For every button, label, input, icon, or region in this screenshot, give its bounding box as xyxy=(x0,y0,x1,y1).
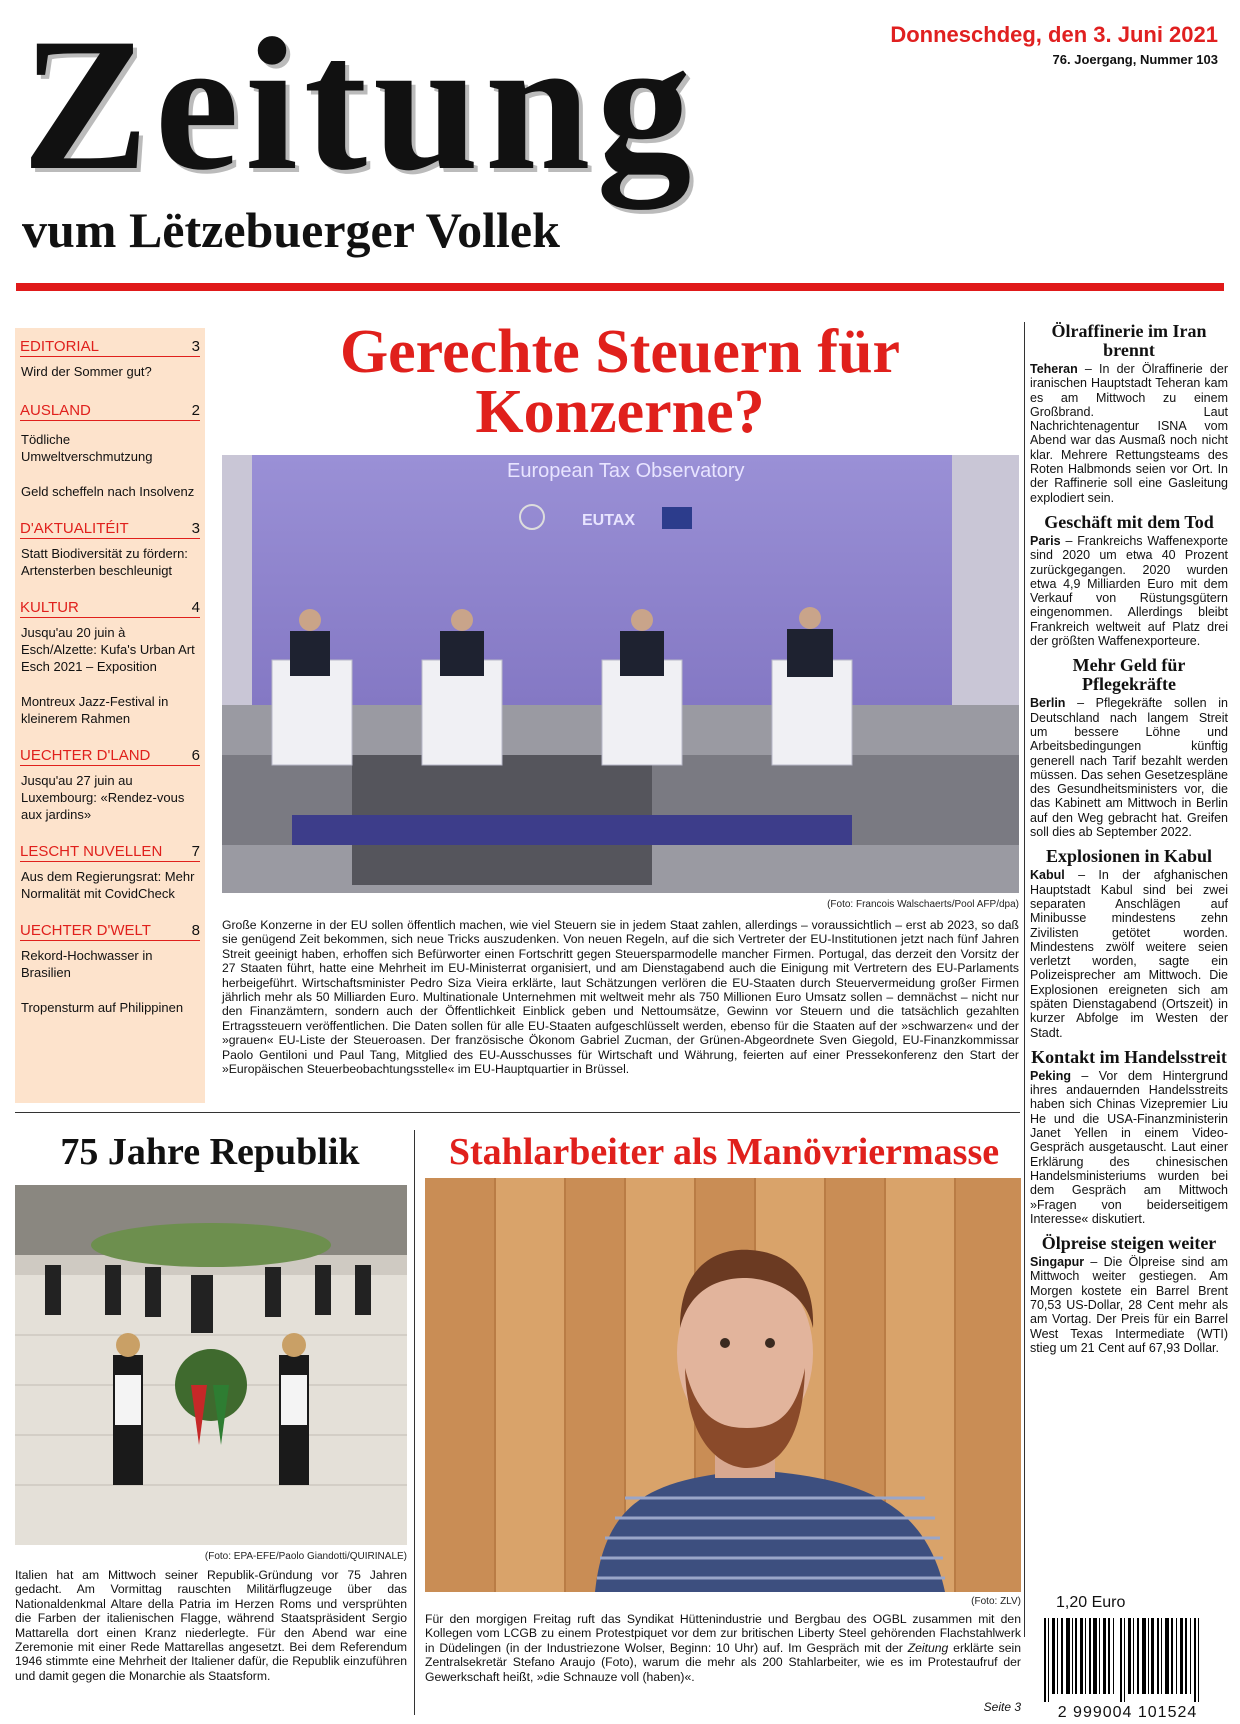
brief-singapur xyxy=(1030,1234,1228,1355)
section-label: KULTUR xyxy=(20,599,79,616)
section-label: D'AKTUALITÉIT xyxy=(20,520,129,537)
section-page: 7 xyxy=(191,843,200,860)
steel-text-newspaper-name: Zeitung xyxy=(907,1640,949,1655)
contents-sidebar xyxy=(15,328,205,1103)
steel-headline[interactable]: Stahlarbeiter als Manövriermasse xyxy=(448,1131,1000,1173)
sidebar-item[interactable]: Jusqu'au 20 juin à Esch/Alzette: Kufa's Urban Art Esch 2021 – Exposition xyxy=(21,625,195,674)
lead-article-text: Große Konzerne in der EU sollen öffentlich machen, wie viel Steuern sie in jedem Staat zahlen, allerdings – voraussichtlich – erst ab 2023, so daß sie genügend Zeit bekommen, sich neue Tricks auszudenken. Von neuen Regeln, auf die sich Vertreter der EU-Institutionen jetzt nach fünf Jahren Streit geeinigt haben, erhoffen sich Befürworter einen Fortschritt gegen Steuersparmodelle mancher Firmen. Portugal, das derzeit den Vorsitz der 27 Staaten führt, hatte eine Mehrheit im EU-Ministerrat organisiert, und am Dienstagabend auch die Einigung mit Vertretern des EU-Parlaments herbeigeführt. Wirtschaftsminister Pedro Siza Vieira erklärte, laut Schätzungen verlören die EU-Staaten durch Steuervermeidung großer Firmen jährlich mehr als 50 Milliarden Euro. Multinationale Unternehmen mit weltweit mehr als 750 Millionen Euro Umsatz sollen – demnächst – nicht nur den Finanzämtern, sondern auch der Öffentlichkeit Einblick geben und Nettoumsätze, Gewinn vor Steuern und die tatsächlich gezahlten Ertragssteuern veröffentlichen. Die Daten sollen für alle EU-Staaten aufgeschlüsselt werden, ebenso für die Staaten auf der »schwarzen« und der »grauen« EU-Liste der Steueroasen. Der französische Ökonom Gabriel Zucman, der Grünen-Abgeordnete Sven Giegold, EU-Finanzkommissar Paolo Gentiloni und Paul Tang, Mitglied des EU-Ausschusses für Wirtschaft und Währung, feierten auf einer Pressekonferenz den Start der »Europäischen Steuerbeobachtungsstelle« im EU-Hauptquartier in Brüssel. xyxy=(222,918,1019,1077)
section-label: LESCHT NUVELLEN xyxy=(20,843,163,860)
sidebar-section-editorial[interactable] xyxy=(15,328,205,380)
brief-text: – In der afghanischen Hauptstadt Kabul sind bei zwei separaten Anschlägen auf Minibusse mindestens zehn Zivilisten getötet worden. Mindestens zwölf weitere seien verletzt worden, sagte ein Polizeisprecher am Mittwoch. Die Explosionen ereigneten sich am späten Dienstagabend (Ortszeit) in kurzer Abfolge im Westen der Stadt. xyxy=(1030,868,1228,1040)
brief-title[interactable]: Mehr Geld für Pflegekräfte xyxy=(1072,655,1186,695)
republic-photo-caption: (Foto: EPA-EFE/Paolo Giandotti/QUIRINALE) xyxy=(204,1551,407,1562)
sidebar-item[interactable]: Wird der Sommer gut? xyxy=(21,364,152,379)
lead-photo xyxy=(222,455,1019,893)
brief-title[interactable]: Explosionen in Kabul xyxy=(1045,846,1213,867)
section-page: 2 xyxy=(191,402,200,419)
masthead-rule xyxy=(16,283,1224,291)
sidebar-item[interactable]: Rekord-Hochwasser in Brasilien xyxy=(21,948,153,980)
republic-photo xyxy=(15,1185,407,1545)
brief-kabul xyxy=(1030,847,1228,1040)
cover-price: 1,20 Euro xyxy=(1056,1594,1126,1611)
brief-text: – Vor dem Hintergrund ihres andauernden Handelsstreits haben sich Chinas Vizepremier Liu He und die USA-Finanzministerin Janet Yellen in einem Video-Gespräch ausgetauscht. Laut einer Erklärung des chinesischen Handelsministeriums wurden bei dem Gespräch am Mittwoch »Fragen von beiderseitigem Interesse« diskutiert. xyxy=(1030,1068,1228,1226)
column-divider xyxy=(414,1130,415,1715)
section-page: 3 xyxy=(191,338,200,355)
continued-page-link[interactable]: Seite 3 xyxy=(983,1700,1021,1714)
sidebar-item[interactable]: Aus dem Regierungsrat: Mehr Normalität mit CovidCheck xyxy=(21,869,195,901)
brief-peking xyxy=(1030,1048,1228,1226)
sidebar-section-uechter-dland[interactable] xyxy=(15,737,205,823)
section-label: UECHTER D'WELT xyxy=(20,922,151,939)
steel-photo xyxy=(425,1178,1021,1592)
brief-title[interactable]: Geschäft mit dem Tod xyxy=(1044,511,1214,532)
republic-article-text: Italien hat am Mittwoch seiner Republik-Gründung vor 75 Jahren gedacht. Am Vormittag rauschten Militärflugzeuge über das Nationaldenkmal Altare della Patria im Herzen Roms und versprühten die Farben der italienischen Flagge, während Staatspräsident Sergio Mattarella dort einen Kranz niederlegte. Für den Abend war eine Zeremonie mit einer Rede Mattarellas angesetzt. Bei dem Referendum 1946 stimmte eine Mehrheit der Italiener dafür, die Republik einzuführen und damit gegen die Monarchie als Staatsform. xyxy=(15,1568,407,1683)
brief-place: Teheran xyxy=(1030,362,1078,376)
news-briefs-column xyxy=(1030,322,1228,1363)
photo-logo-text: EUTAX xyxy=(582,512,636,529)
section-page: 4 xyxy=(191,599,200,616)
brief-place: Berlin xyxy=(1030,696,1066,711)
brief-title[interactable]: Ölpreise steigen weiter xyxy=(1041,1233,1217,1254)
sidebar-section-aktualiteit[interactable] xyxy=(15,510,205,579)
brief-berlin xyxy=(1030,656,1228,839)
section-divider xyxy=(15,1112,1020,1113)
section-page: 3 xyxy=(191,520,200,537)
steel-photo-caption: (Foto: ZLV) xyxy=(971,1596,1021,1607)
column-divider xyxy=(1024,322,1025,1637)
barcode-number: 2 999004 101524 xyxy=(1057,1704,1198,1721)
brief-text: – In der Ölraffinerie der iranischen Hauptstadt Teheran kam es am Mittwoch zu einem Großbrand. Laut Nachrichtenagentur ISNA vom Abend war das Ausmaß noch nicht klar. Mehrere Rettungsteams des Roten Halbmonds seien vor Ort. In der Raffinerie soll eine Gasleitung explodiert sein. xyxy=(1030,362,1228,505)
sidebar-item[interactable]: Jusqu'au 27 juin au Luxembourg: «Rendez-vous aux jardins» xyxy=(21,773,185,822)
brief-title[interactable]: Kontakt im Handelsstreit xyxy=(1031,1046,1227,1067)
sidebar-item[interactable]: Tropensturm auf Philippinen xyxy=(21,1000,184,1015)
brief-place: Kabul xyxy=(1030,868,1065,883)
sidebar-section-ausland[interactable] xyxy=(15,392,205,500)
brief-place: Paris xyxy=(1030,533,1061,548)
lead-headline[interactable]: Gerechte Steuern für Konzerne? xyxy=(339,318,901,446)
masthead-title: Zeitung xyxy=(22,0,698,210)
issue-number: 76. Joergang, Nummer 103 xyxy=(1052,52,1218,67)
brief-place: Peking xyxy=(1030,1068,1071,1083)
brief-paris xyxy=(1030,513,1228,648)
steel-article-text xyxy=(425,1612,1021,1684)
sidebar-item[interactable]: Geld scheffeln nach Insolvenz xyxy=(21,484,195,499)
section-page: 6 xyxy=(191,747,200,764)
masthead-subtitle: vum Lëtzebuerger Vollek xyxy=(22,202,560,258)
brief-text: – Frankreichs Waffenexporte sind 2020 um etwa 40 Prozent zurückgegangen. 2020 wurden etwa 4,9 Milliarden Euro mit dem Verkauf von Rüstungsgütern eingenommen. Allerdings bleibt Frankreich weltweit auf Platz drei der größten Waffenexporteure. xyxy=(1030,533,1228,649)
sidebar-item[interactable]: Montreux Jazz-Festival in kleinerem Rahmen xyxy=(21,694,169,726)
brief-text: – Die Ölpreise sind am Mittwoch weiter gestiegen. Am Morgen kostete ein Barrel Brent 70,53 US-Dollar, 28 Cent mehr als am Vortag. Der Preis für ein Barrel West Texas Intermediate (WTI) stieg um 21 Cent auf 67,93 Dollar. xyxy=(1030,1255,1228,1355)
brief-iran xyxy=(1030,322,1228,505)
brief-title[interactable]: Ölraffinerie im Iran brennt xyxy=(1051,321,1207,360)
sidebar-item[interactable]: Tödliche Umweltverschmutzung xyxy=(21,432,153,464)
issue-date: Donneschdeg, den 3. Juni 2021 xyxy=(890,22,1218,47)
brief-place: Singapur xyxy=(1030,1255,1085,1270)
steel-text-part: erklärte sein Zentralsekretär Stefano Araujo (Foto), warum die mehr als 200 Stahlarbeiter, wie es im Protestaufruf der Gewerkschaft heißt, »die Schnauze voll (haben)«. xyxy=(425,1640,1022,1684)
brief-text: – Pflegekräfte sollen in Deutschland nach langem Streit um bessere Löhne und Arbeitsbedingungen künftig generell nach Tarif bezahlt werden müssen. Das sehen Gesetzespläne des Gesundheitsministers vor, die das Kabinett am Mittwoch in Berlin auf den Weg gebracht hat. Greifen soll dies ab September 2022. xyxy=(1030,696,1228,840)
barcode-image xyxy=(1030,1618,1225,1702)
sidebar-section-kultur[interactable] xyxy=(15,589,205,727)
section-label: UECHTER D'LAND xyxy=(20,747,151,764)
sidebar-section-uechter-dwelt[interactable] xyxy=(15,912,205,1016)
section-label: AUSLAND xyxy=(20,402,91,419)
section-page: 8 xyxy=(191,922,200,939)
lead-photo-caption: (Foto: Francois Walschaerts/Pool AFP/dpa) xyxy=(827,899,1019,910)
sidebar-section-lescht-nuvellen[interactable] xyxy=(15,833,205,902)
steel-text-part: Für den morgigen Freitag ruft das Syndikat Hüttenindustrie und Bergbau des OGBL zusammen mit den Kollegen vom LCGB zu einem Protestpiquet vor dem zur britischen Liberty Steel gehörenden Flachstahlwerk in Düdelingen (in der Industriezone Wolser, Beginn: 10 Uhr) auf. Im Gespräch mit der xyxy=(425,1612,1021,1655)
section-label: EDITORIAL xyxy=(20,338,99,355)
photo-banner-text: European Tax Observatory xyxy=(507,460,745,482)
sidebar-item[interactable]: Statt Biodiversität zu fördern: Artensterben beschleunigt xyxy=(21,546,188,578)
republic-headline[interactable]: 75 Jahre Republik xyxy=(60,1131,360,1173)
